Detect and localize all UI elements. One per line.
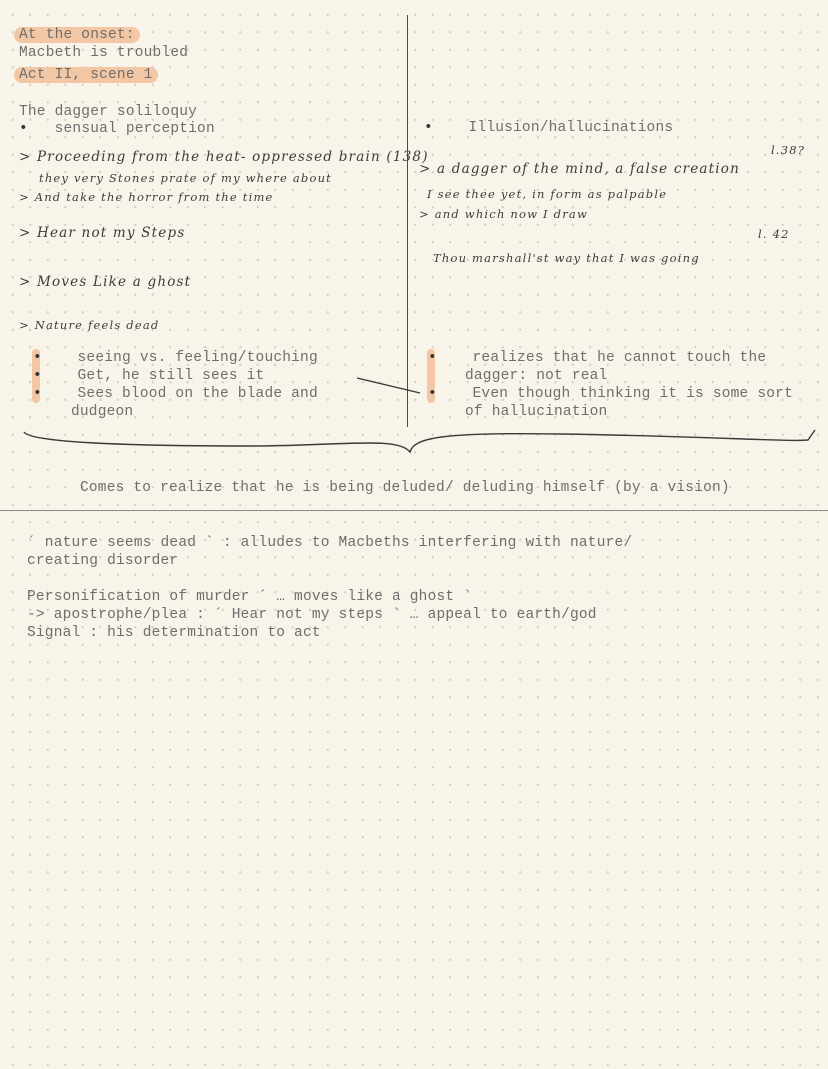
- act-heading: Act II, scene 1: [19, 67, 158, 83]
- conclusion-line: Comes to realize that he is being deluded/ deluding himself (by a vision): [80, 480, 730, 496]
- note-line-1: ´ nature seems dead ` : alludes to Macbeths interfering with nature/: [27, 535, 633, 551]
- right-hand-line-4: Thou marshall'st way that I was going: [433, 251, 700, 265]
- troubled-line: Macbeth is troubled: [19, 45, 189, 61]
- left-bullet-3-cont: dudgeon: [71, 404, 134, 420]
- left-bullet-3: • Sees blood on the blade and: [33, 386, 318, 402]
- note-line-5: Signal : his determination to act: [27, 625, 321, 641]
- left-hand-line-6: > Nature feels dead: [19, 318, 160, 332]
- left-hand-line-2: they very Stones prate of my where about: [39, 171, 333, 185]
- left-bullet-2: • Get, he still sees it: [33, 368, 265, 384]
- line-ref-2: l. 42: [758, 227, 790, 241]
- right-bullet-2-cont: of hallucination: [465, 404, 608, 420]
- right-hand-line-3: > and which now I draw: [419, 207, 588, 221]
- left-hand-line-1: > Proceeding from the heat- oppressed brain (138): [19, 149, 429, 165]
- right-hand-line-1: > a dagger of the mind, a false creation: [419, 161, 741, 177]
- left-bullet-1: • seeing vs. feeling/touching: [33, 350, 318, 366]
- note-line-2: creating disorder: [27, 553, 179, 569]
- right-bullet-heading: • Illusion/hallucinations: [424, 120, 674, 136]
- right-bullet-2: • Even though thinking it is some sort: [428, 386, 793, 402]
- right-bullet-1-cont: dagger: not real: [465, 368, 608, 384]
- left-bullet-heading: • sensual perception: [19, 121, 215, 137]
- note-line-3: Personification of murder ´ … moves like a ghost `: [27, 589, 473, 605]
- connector-line: [357, 378, 420, 393]
- right-hand-line-2: I see thee yet, in form as palpable: [427, 187, 668, 201]
- onset-heading: At the onset:: [19, 27, 140, 43]
- curly-brace: [24, 430, 815, 452]
- left-hand-line-3: > And take the horror from the time: [19, 190, 274, 204]
- line-ref-1: l.38?: [771, 143, 806, 157]
- left-hand-line-5: > Moves Like a ghost: [19, 274, 192, 290]
- left-hand-line-4: > Hear not my Steps: [19, 225, 186, 241]
- note-line-4: -> apostrophe/plea : ´ Hear not my steps ` … appeal to earth/god: [27, 607, 597, 623]
- soliloquy-heading: The dagger soliloquy: [19, 104, 198, 120]
- right-bullet-1: • realizes that he cannot touch the: [428, 350, 767, 366]
